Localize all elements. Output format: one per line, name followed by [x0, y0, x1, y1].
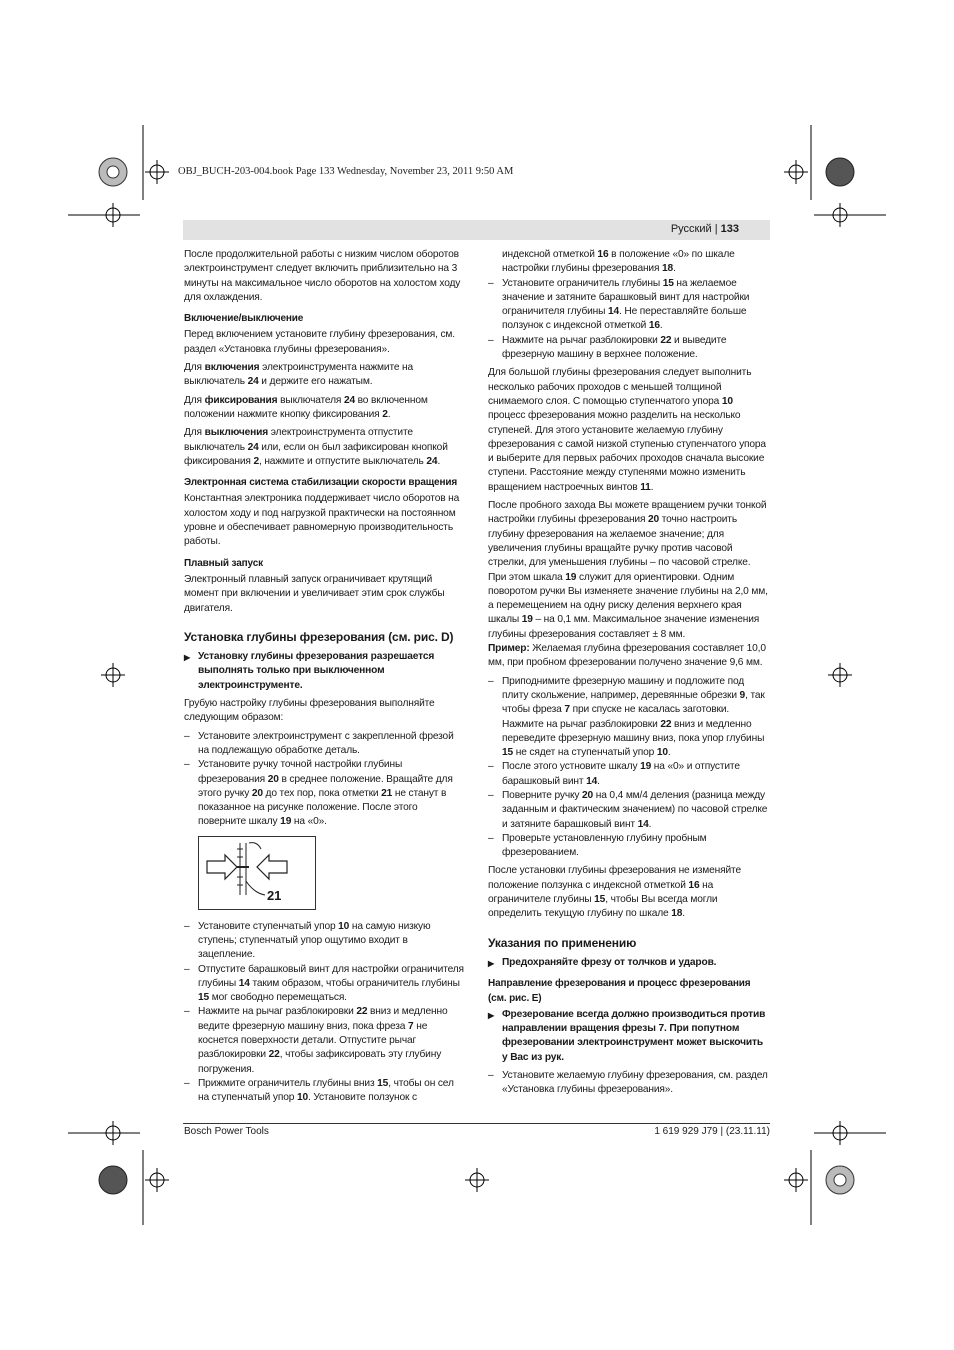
- electronics-paragraph: Константная электроника поддерживает число оборотов на холостом ходу и под нагрузкой практически на постоянном уровне и обеспечивает равномерную производительность работы.: [184, 493, 460, 548]
- depth-paragraph: Грубую настройку глубины фрезерования выполняйте следующим образом:: [184, 698, 435, 724]
- header-language: Русский: [670, 223, 712, 235]
- figure-label-21: 21: [267, 887, 282, 903]
- direction-warning: ▶ Фрезерование всегда должно производиться против направлении вращения фрезы 7. При попутном фрезеровании электроинструмент может выскочить у Вас из рук.: [488, 1008, 768, 1065]
- list-item: – Нажмите на рычаг разблокировки 22 вниз и медленно ведите фрезерную машину вниз, пока фреза 7 не коснется поверхности детали. Отпустите рычаг разблокировки 22, чтобы зафиксировать эту глубину погружения.: [184, 1005, 464, 1076]
- list-item: – После этого устновите шкалу 19 на «0» и отпустите барашковый винт 14.: [488, 760, 768, 789]
- list-item: – Установите ограничитель глубины 15 на желаемое значение и затяните барашковый винт для настройки ограничителя глубины 14. Не переставляйте больше ползунок с индексной отметкой 16.: [488, 277, 768, 334]
- example-list: [488, 675, 768, 861]
- column-left: [184, 248, 464, 1110]
- scale-marks-illustration: [199, 837, 315, 909]
- print-slug: OBJ_BUCH-203-004.book Page 133 Wednesday, November 23, 2011 9:50 AM: [178, 166, 514, 177]
- switch-paragraph-4: Для выключения электроинструмента отпустите выключатель 24 или, если он был зафиксирован кнопкой фиксирования 2, нажмите и отпустите выключатель 24.: [184, 427, 448, 467]
- list-item: – Установите электроинструмент с закрепленной фрезой на подлежащую обработке деталь.: [184, 730, 464, 759]
- switch-paragraph-2: Для включения электроинструмента нажмите на выключатель 24 и держите его нажатым.: [184, 362, 414, 388]
- electronics-heading: Электронная система стабилизации скорости вращения: [184, 477, 458, 489]
- switch-heading: Включение/выключение: [184, 313, 304, 325]
- list-item: – Нажмите на рычаг разблокировки 22 и выведите фрезерную машину в верхнее положение.: [488, 334, 768, 363]
- figure-scale-marks: [198, 836, 316, 910]
- soft-start-heading: Плавный запуск: [184, 557, 263, 569]
- footer-doc-number: 1 619 929 J79 | (23.11.11): [654, 1126, 770, 1137]
- intro-paragraph: После продолжительной работы с низким числом оборотов электроинструмент следует включить приблизительно на 3 минуты на максимальное число оборотов на холостом ходу для охлаждения.: [184, 249, 461, 303]
- list-item: – Отпустите барашковый винт для настройки ограничителя глубины 14 таким образом, чтобы ограничитель глубины 15 мог свободно перемещаться.: [184, 963, 464, 1006]
- depth-heading: Установка глубины фрезерования (см. рис. D): [184, 629, 454, 644]
- after-setting-paragraph: После установки глубины фрезерования не изменяйте положение ползунка с индексной отметкой 16 на ограничителе глубины 15, чтобы Вы всегда могли определить текущую глубину по шкале 18.: [488, 865, 741, 920]
- list-item: – Прижмите ограничитель глубины вниз 15, чтобы он сел на ступенчатый упор 10. Установите ползунок с: [184, 1077, 464, 1106]
- depth-list-2: [184, 920, 464, 1106]
- list-item: – Приподнимите фрезерную машину и подложите под плиту скольжение, например, деревянные обрезки 9, так чтобы фреза 7 при спуске не касалась заготовки. Нажмите на рычаг разблокировки 22 вниз и медленно переведите фрезерную машину вниз, пока упор глубины 15 не сядет на ступенчатый упор 10.: [488, 675, 768, 761]
- trial-paragraph: После пробного захода Вы можете вращением ручки тонкой настройки глубины фрезерования 20 точно настроить глубину фрезерования на желаемое значение; для увеличения глубины вращайте ручку против часовой стрелки, для уменьшения глубины – по часовой стрелке. При этом шкала 19 служит для ориентировки. Одним поворотом ручки Вы изменяете значение глубины на 2,0 мм, а перемещением на одну риску деления верхнего края шкалы 19 – на 0,1 мм. Максимальное значение изменения глубины фрезерования составляет ± 8 мм. Пример: Желаемая глубина фрезерования составляет 10,0 мм, при пробном фрезеровании получено значение 9,6 мм.: [488, 500, 768, 669]
- switch-paragraph-1: Перед включением установите глубину фрезерования, см. раздел «Установка глубины фрезерования».: [184, 329, 455, 355]
- list-item: – Установите желаемую глубину фрезерования, см. раздел «Установка глубины фрезерования».: [488, 1069, 768, 1098]
- footer-brand: Bosch Power Tools: [184, 1126, 269, 1137]
- list-item-continued: индексной отметкой 16 в положение «0» по шкале настройки глубины фрезерования 18.: [502, 249, 735, 275]
- big-depth-paragraph: Для большой глубины фрезерования следует выполнить несколько рабочих проходов с меньшей толщиной снимаемого слоя. С помощью ступенчатого упора 10 процесс фрезерования можно разделить на несколько ступеней. Для этого установите желаемую глубину фрезерования с самой низкой ступенью ступенчатого упора и выберите для первых рабочих проходов сначала высокие ступени. Расстояние между ступенями можно изменить вращением настроечных винтов 11.: [488, 367, 766, 493]
- direction-heading: Направление фрезерования и процесс фрезерования (см. рис. E): [488, 978, 751, 1004]
- application-heading: Указания по применению: [488, 935, 637, 950]
- page-number: 133: [720, 223, 739, 235]
- soft-start-paragraph: Электронный плавный запуск ограничивает крутящий момент при включении и увеличивает этим срок службы двигателя.: [184, 573, 445, 614]
- direction-list: [488, 1069, 768, 1098]
- list-item: – Поверните ручку 20 на 0,4 мм/4 деления (разница между заданным и фактическим значением) по часовой стрелке и затяните барашковый винт 14.: [488, 789, 768, 832]
- switch-paragraph-3: Для фиксирования выключателя 24 во включенном положении нажмите кнопку фиксирования 2.: [184, 394, 428, 420]
- application-warning: ▶ Предохраняйте фрезу от толчков и ударов.: [488, 956, 768, 970]
- page-header: [671, 223, 739, 235]
- column-right: [488, 248, 768, 1102]
- depth-warning: ▶ Установку глубины фрезерования разрешается выполнять только при выключенном электроинструменте.: [184, 650, 464, 693]
- list-item: – Проверьте установленную глубину пробным фрезерованием.: [488, 832, 768, 861]
- depth-list-continued: [488, 248, 768, 362]
- list-item: – Установите ступенчатый упор 10 на самую низкую ступень; ступенчатый упор ощутимо входит в зацепление.: [184, 920, 464, 963]
- list-item: – Установите ручку точной настройки глубины фрезерования 20 в среднее положение. Вращайте для этого ручку 20 до тех пор, пока отметки 21 не станут в показанное на рисунке положение. После этого поверните шкалу 19 на «0».: [184, 758, 464, 829]
- footer-rule: [183, 1123, 770, 1124]
- crosshair-tl: [145, 160, 169, 184]
- depth-list-1: [184, 730, 464, 830]
- header-separator: |: [714, 223, 718, 235]
